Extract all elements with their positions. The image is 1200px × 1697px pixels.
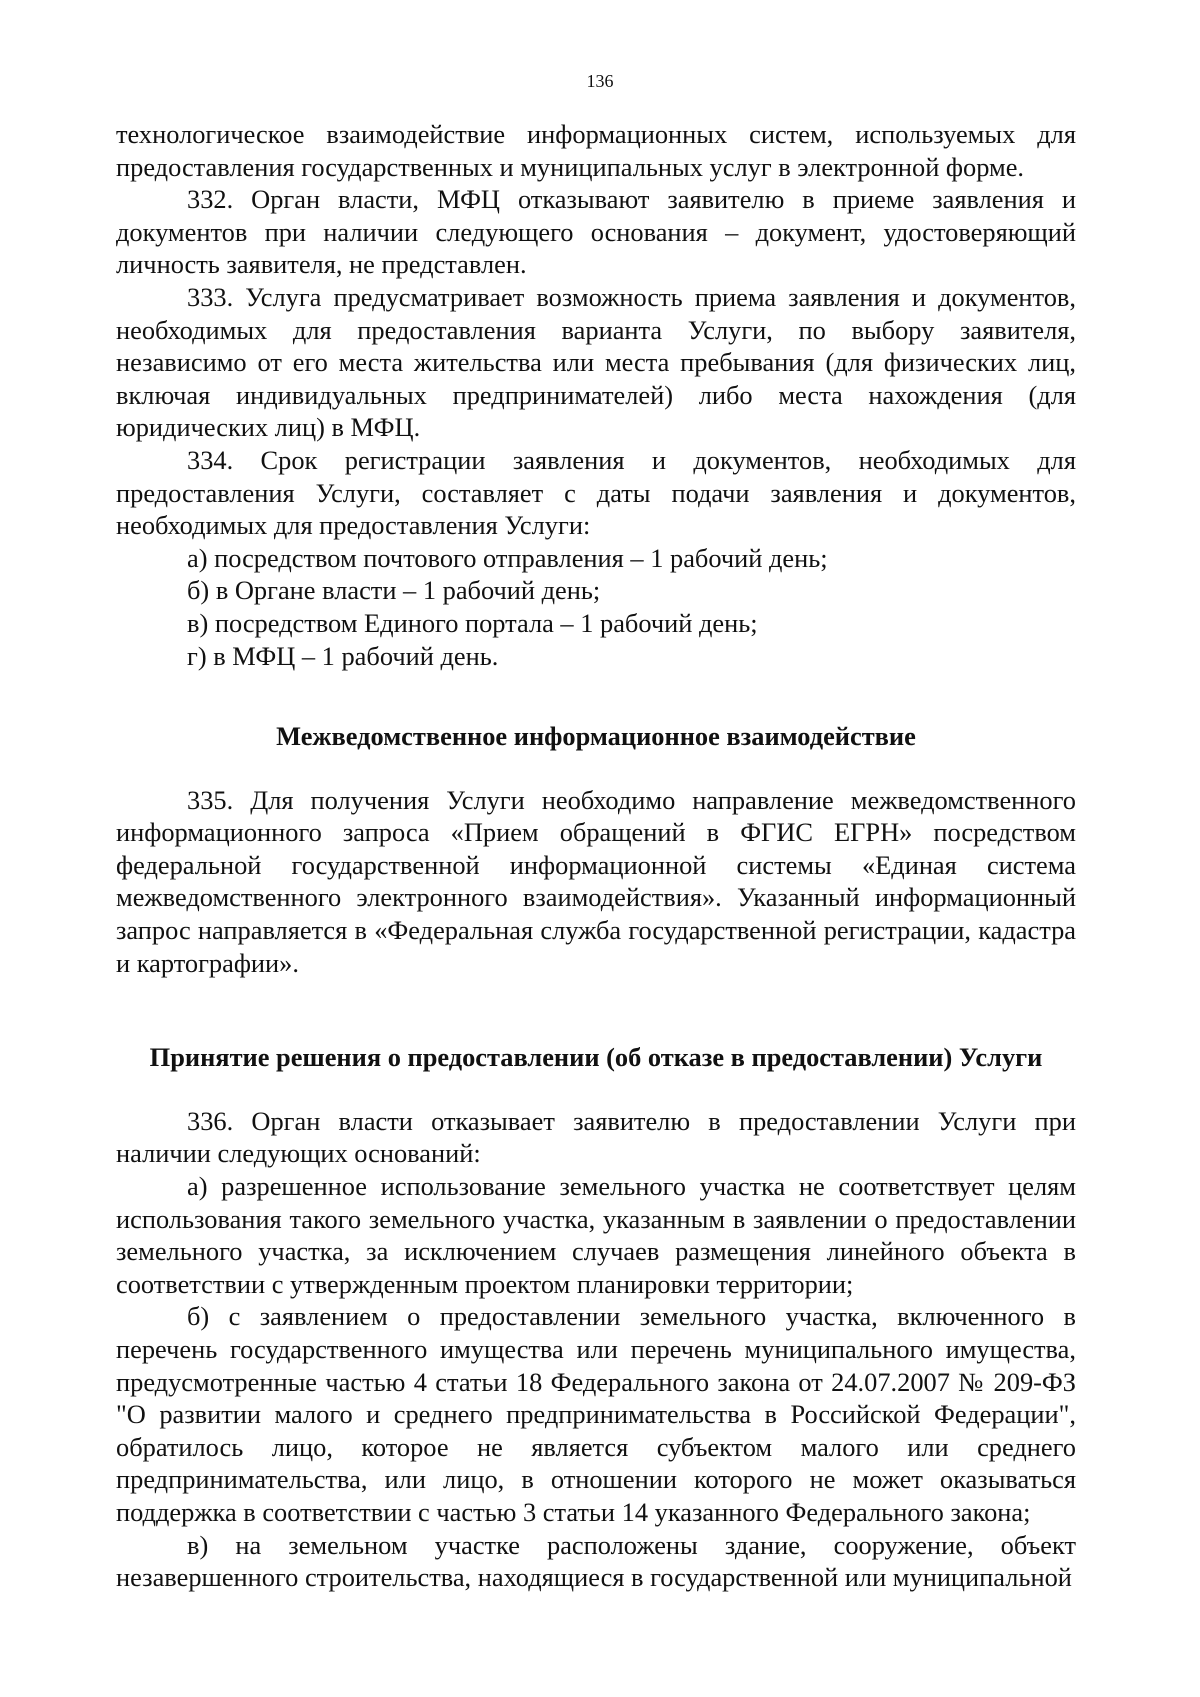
section-heading-decision: Принятие решения о предоставлении (об отказе в предоставлении) Услуги [149, 1042, 1043, 1073]
paragraph-continuation: технологическое взаимодействие информационных систем, используемых для предоставления государственных и муниципальных услуг в электронной форме. [116, 119, 1076, 182]
paragraph-336-a: а) разрешенное использование земельного участка не соответствует целям использования такого земельного участка, указанным в заявлении о предоставлении земельного участка, за исключением случаев размещения линейного объекта в соответствии с утвержденным проектом планировки территории; [116, 1171, 1076, 1299]
section-heading-interagency: Межведомственное информационное взаимодействие [276, 721, 916, 752]
paragraph-336-v: в) на земельном участке расположены здание, сооружение, объект незавершенного строительства, находящиеся в государственной или муниципальной [116, 1529, 1076, 1593]
document-body [116, 118, 1076, 1594]
paragraph-334: 334. Срок регистрации заявления и документов, необходимых для предоставления Услуги, составляет с даты подачи заявления и документов, необходимых для предоставления Услуги: [116, 444, 1076, 541]
paragraph-335: 335. Для получения Услуги необходимо направление межведомственного информационного запроса «Прием обращений в ФГИС ЕГРН» посредством федеральной государственной информационной системы «Единая система межведомственного электронного взаимодействия». Указанный информационный запрос направляется в «Федеральная служба государственной регистрации, кадастра и картографии». [116, 784, 1076, 978]
page-number: 136 [586, 71, 614, 91]
list-item-334-g: г) в МФЦ – 1 рабочий день. [187, 640, 499, 671]
list-item-334-b: б) в Органе власти – 1 рабочий день; [187, 575, 601, 606]
paragraph-336: 336. Орган власти отказывает заявителю в предоставлении Услуги при наличии следующих оснований: [116, 1105, 1076, 1169]
list-item-334-v: в) посредством Единого портала – 1 рабочий день; [187, 607, 758, 638]
paragraph-333: 333. Услуга предусматривает возможность приема заявления и документов, необходимых для предоставления варианта Услуги, по выбору заявителя, независимо от его места жительства или места пребывания (для физических лиц, включая индивидуальных предпринимателей) либо места нахождения (для юридических лиц) в МФЦ. [116, 281, 1076, 443]
paragraph-336-b: б) с заявлением о предоставлении земельного участка, включенного в перечень государственного имущества или перечень муниципального имущества, предусмотренные частью 4 статьи 18 Федерального закона от 24.07.2007 № 209-ФЗ "О развитии малого и среднего предпринимательства в Российской Федерации", обратилось лицо, которое не является субъектом малого или среднего предпринимательства, или лицо, в отношении которого не может оказываться поддержка в соответствии с частью 3 статьи 14 указанного Федерального закона; [116, 1301, 1076, 1527]
list-item-334-a: а) посредством почтового отправления – 1 рабочий день; [187, 542, 828, 573]
paragraph-332: 332. Орган власти, МФЦ отказывают заявителю в приеме заявления и документов при наличии следующего основания – документ, удостоверяющий личность заявителя, не представлен. [116, 184, 1076, 280]
